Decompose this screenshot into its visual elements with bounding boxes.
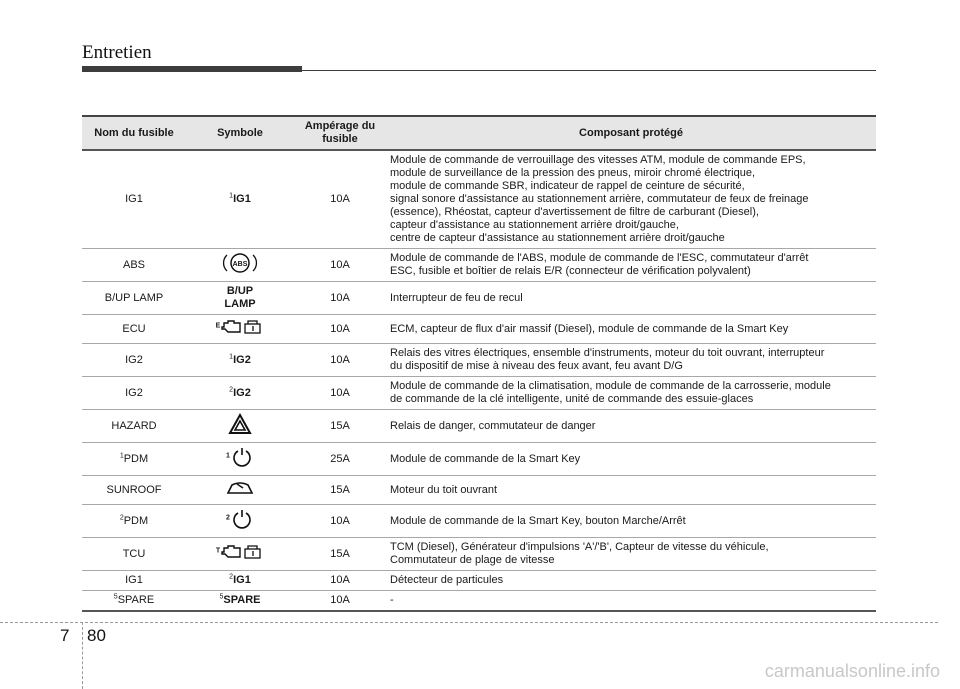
- component-line: Module de commande de l'ABS, module de commande de l'ESC, commutateur d'arrêt: [390, 252, 809, 264]
- fuse-symbol-cell: [186, 344, 294, 377]
- fuse-component-cell: [386, 377, 876, 410]
- component-line: TCM (Diesel), Générateur d'impulsions 'A'/'B', Capteur de vitesse du véhicule,: [390, 541, 769, 553]
- fuse-symbol-cell: [186, 591, 294, 612]
- table-row: [82, 377, 876, 410]
- table-row: [82, 249, 876, 282]
- symbol-text: IG1: [233, 574, 251, 586]
- component-line: Interrupteur de feu de recul: [390, 291, 523, 304]
- header-symbol: Symbole: [186, 116, 294, 150]
- fuse-component-cell: [386, 571, 876, 591]
- header-fuse-name: Nom du fusible: [82, 116, 186, 150]
- symbol-prefix: 1: [229, 352, 234, 360]
- fuse-name-cell: [82, 476, 186, 505]
- symbol-prefix: 5: [219, 593, 224, 601]
- symbol-stacked-text: [224, 285, 255, 311]
- header-component: Composant protégé: [386, 116, 876, 150]
- table-row: [82, 505, 876, 538]
- fuse-name: TCU: [122, 547, 146, 560]
- component-line: signal sonore d'assistance au stationnement arrière, commutateur de feux de freinage: [390, 193, 809, 205]
- component-line: de commande de la clé intelligente, unité de commande des essuie-glaces: [390, 393, 754, 405]
- fuse-component-cell: [386, 315, 876, 344]
- fuse-amperage: 10A: [294, 344, 386, 377]
- fuse-name: SUNROOF: [106, 483, 162, 496]
- fuse-symbol-cell: [186, 476, 294, 505]
- symbol-prefix: 2: [229, 385, 234, 393]
- hazard-icon: [228, 413, 252, 439]
- fuse-symbol-cell: [186, 249, 294, 282]
- component-line: capteur d'assistance au stationnement arrière droit/gauche,: [390, 219, 679, 231]
- power-button-icon: [230, 446, 254, 472]
- table-row: [82, 571, 876, 591]
- table-row: [82, 315, 876, 344]
- fuse-name-cell: [82, 150, 186, 249]
- fuse-component-cell: [386, 344, 876, 377]
- page-number: 80: [87, 626, 106, 645]
- fuse-component-cell: [386, 249, 876, 282]
- fuse-name-cell: [82, 571, 186, 591]
- fuse-amperage: 15A: [294, 538, 386, 571]
- fuse-name-cell: [82, 377, 186, 410]
- component-line: module de surveillance de la pression des pneus, miroir chromé électrique,: [390, 167, 756, 179]
- component-line: Module de commande de la Smart Key, bouton Marche/Arrêt: [390, 514, 686, 527]
- table-header-row: [82, 116, 876, 150]
- fuse-name: IG2: [125, 353, 143, 366]
- component-line: ECM, capteur de flux d'air massif (Diesel), module de commande de la Smart Key: [390, 322, 789, 335]
- table-row: [82, 150, 876, 249]
- component-line: Relais de danger, commutateur de danger: [390, 419, 596, 432]
- table-body: [82, 150, 876, 611]
- symbol-text-line: B/UP: [226, 285, 254, 297]
- fuse-name: PDM: [123, 452, 149, 465]
- fuse-component-cell: [386, 410, 876, 443]
- symbol-text: IG1: [233, 193, 251, 205]
- symbol-prefix: 1: [226, 452, 230, 460]
- fuse-component-cell: [386, 150, 876, 249]
- fuse-name-cell: [82, 249, 186, 282]
- fuse-name: ABS: [122, 258, 145, 271]
- table-row: [82, 538, 876, 571]
- component-line: Commutateur de plage de vitesse: [390, 554, 555, 566]
- fuse-amperage: 10A: [294, 150, 386, 249]
- component-line: centre de capteur d'assistance au stationnement arrière droit/gauche: [390, 232, 725, 244]
- table-row: [82, 591, 876, 612]
- component-line: Module de commande de la climatisation, module de commande de la carrosserie, module: [390, 380, 831, 392]
- fuse-name-prefix: 1: [119, 451, 124, 459]
- fuse-name-cell: [82, 315, 186, 344]
- fuse-component-cell: [386, 538, 876, 571]
- abs-icon: [222, 252, 258, 278]
- fuse-symbol-cell: [186, 538, 294, 571]
- table-row: [82, 410, 876, 443]
- table-row: [82, 476, 876, 505]
- footer-rule: [0, 622, 938, 623]
- fuse-symbol-cell: [186, 377, 294, 410]
- component-line: Module de commande de la Smart Key: [390, 452, 581, 465]
- fuse-symbol-cell: [186, 410, 294, 443]
- fuse-name: B/UP LAMP: [104, 291, 164, 304]
- component-line: Relais des vitres électriques, ensemble d'instruments, moteur du toit ouvrant, interrupteur: [390, 347, 825, 359]
- table-row: [82, 282, 876, 315]
- engine-ecu-icon: [220, 318, 264, 340]
- page-title: Entretien: [82, 42, 152, 63]
- component-line: Détecteur de particules: [390, 574, 504, 586]
- component-line: -: [390, 594, 394, 606]
- symbol-text: IG2: [233, 386, 251, 399]
- symbol-prefix: 1: [229, 192, 234, 200]
- symbol-text: SPARE: [223, 594, 261, 606]
- fuse-name: ECU: [122, 322, 146, 335]
- fuse-name-cell: [82, 591, 186, 612]
- fuse-component-cell: [386, 591, 876, 612]
- fuse-amperage: 10A: [294, 249, 386, 282]
- title-rule: [302, 70, 876, 71]
- symbol-prefix: T: [215, 547, 221, 555]
- symbol-text-line: LAMP: [224, 298, 256, 310]
- table-row: [82, 344, 876, 377]
- fuse-amperage: 10A: [294, 571, 386, 591]
- component-line: ESC, fusible et boîtier de relais E/R (connecteur de vérification polyvalent): [390, 265, 751, 277]
- fuse-name-cell: [82, 538, 186, 571]
- symbol-prefix: 2: [226, 514, 230, 522]
- fuse-symbol-cell: [186, 282, 294, 315]
- fuse-amperage: 10A: [294, 591, 386, 612]
- symbol-text: IG2: [233, 353, 251, 366]
- fuse-component-cell: [386, 282, 876, 315]
- component-line: Moteur du toit ouvrant: [390, 483, 498, 496]
- fuse-symbol-cell: [186, 150, 294, 249]
- fuse-name-cell: [82, 410, 186, 443]
- fuse-name: IG2: [125, 386, 143, 399]
- fuse-symbol-cell: [186, 315, 294, 344]
- fuse-symbol-cell: [186, 443, 294, 476]
- component-line: (essence), Rhéostat, capteur d'avertissement de filtre de carburant (Diesel),: [390, 206, 759, 218]
- fuse-name-cell: [82, 443, 186, 476]
- header-amperage: Ampérage du fusible: [294, 116, 386, 150]
- fuse-symbol-cell: [186, 505, 294, 538]
- fuse-symbol-cell: [186, 571, 294, 591]
- table-row: [82, 443, 876, 476]
- fuse-name: HAZARD: [111, 419, 157, 432]
- fuse-name-prefix: 5: [113, 593, 118, 601]
- sunroof-icon: [225, 479, 255, 501]
- fuse-amperage: 10A: [294, 282, 386, 315]
- svg-text:ABS: ABS: [232, 261, 248, 268]
- power-button-icon: [230, 508, 254, 534]
- component-line: Module de commande de verrouillage des vitesses ATM, module de commande EPS,: [390, 154, 806, 166]
- fuse-amperage: 25A: [294, 443, 386, 476]
- chapter-number: 7: [60, 626, 70, 645]
- watermark: carmanualsonline.info: [764, 661, 940, 681]
- fuse-name: SPARE: [117, 594, 155, 606]
- fuse-name: PDM: [123, 514, 149, 527]
- fuse-component-cell: [386, 505, 876, 538]
- fuse-name-cell: [82, 505, 186, 538]
- fuse-name-cell: [82, 282, 186, 315]
- fuse-name: IG1: [125, 193, 143, 205]
- fuse-component-cell: [386, 476, 876, 505]
- fuse-amperage: 10A: [294, 505, 386, 538]
- fuse-name-cell: [82, 344, 186, 377]
- fuse-amperage: 10A: [294, 315, 386, 344]
- fuse-amperage: 15A: [294, 410, 386, 443]
- component-line: du dispositif de mise à niveau des feux avant, feu avant D/G: [390, 360, 683, 372]
- symbol-prefix: 2: [229, 573, 234, 581]
- component-line: module de commande SBR, indicateur de rappel de ceinture de sécurité,: [390, 180, 745, 192]
- fuse-name-prefix: 2: [119, 513, 124, 521]
- engine-tcu-icon: [220, 543, 264, 565]
- title-bar: [82, 66, 302, 72]
- fuse-amperage: 15A: [294, 476, 386, 505]
- symbol-prefix: E: [215, 322, 221, 330]
- footer-divider: [82, 622, 83, 689]
- fuse-table: [82, 115, 876, 612]
- fuse-name: IG1: [125, 574, 143, 586]
- fuse-amperage: 10A: [294, 377, 386, 410]
- fuse-component-cell: [386, 443, 876, 476]
